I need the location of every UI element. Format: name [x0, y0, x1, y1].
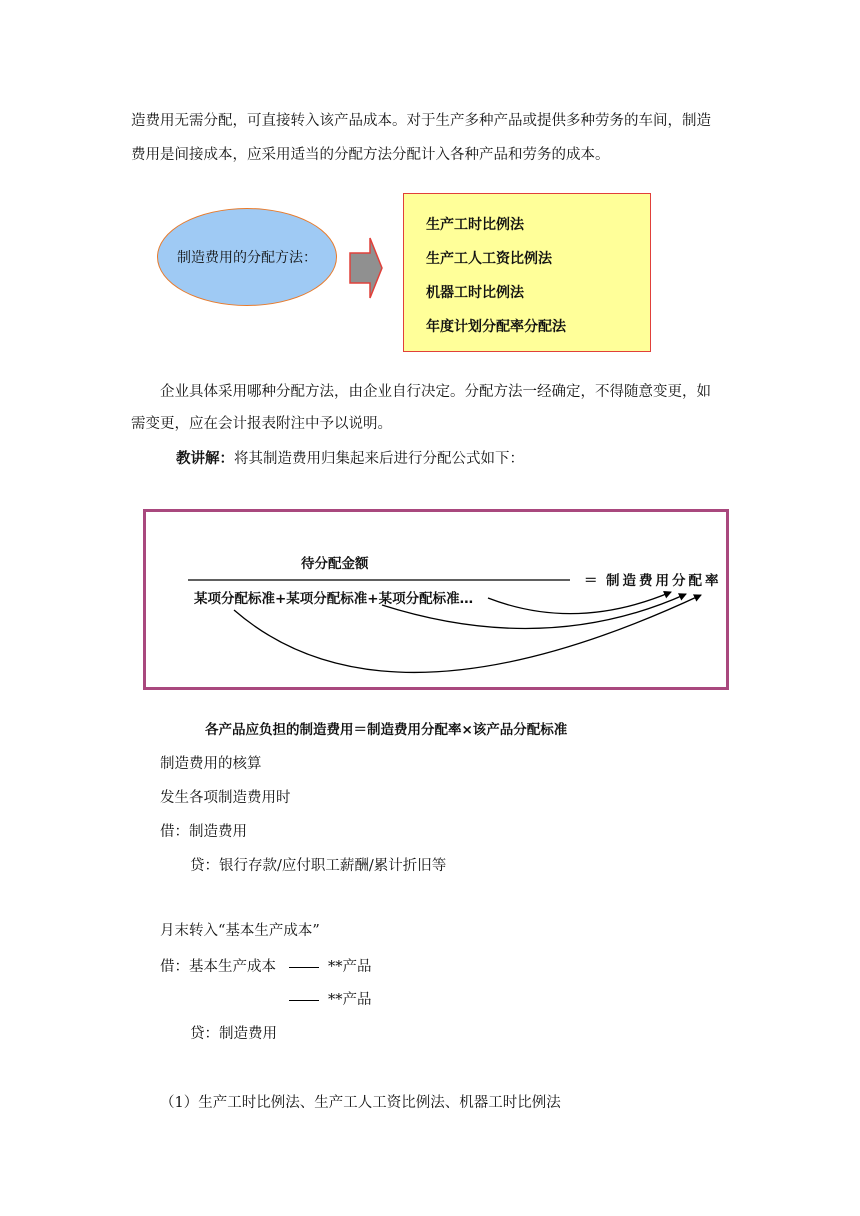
para2-line-2: 需变更，应在会计报表附注中予以说明。	[131, 416, 392, 432]
method-item: 年度计划分配率分配法	[426, 319, 566, 335]
intro-line-2: 费用是间接成本，应采用适当的分配方法分配计入各种产品和劳务的成本。	[131, 147, 610, 163]
teach-label: 教讲解：	[176, 451, 234, 467]
para2-line-1: 企业具体采用哪种分配方法，由企业自行决定。分配方法一经确定，不得随意变更，如	[160, 384, 711, 400]
right-arrow-icon	[348, 236, 384, 300]
product-b: **产品	[328, 992, 372, 1008]
occurs-line: 发生各项制造费用时	[160, 790, 291, 806]
method-item: 机器工时比例法	[426, 285, 524, 301]
formula-result: 制造费用分配率	[606, 573, 722, 589]
ellipse-label: 制造费用的分配方法：	[177, 250, 317, 266]
method-item: 生产工人工资比例法	[426, 251, 552, 267]
credit-line-1: 贷：银行存款/应付职工薪酬/累计折旧等	[190, 858, 447, 874]
teach-line	[176, 449, 524, 469]
methods-box	[403, 193, 651, 352]
product-a: **产品	[328, 959, 372, 975]
section-heading: （1）生产工时比例法、生产工人工资比例法、机器工时比例法	[160, 1095, 561, 1111]
intro-line-1: 造费用无需分配，可直接转入该产品成本。对于生产多种产品或提供多种劳务的车间，制造	[131, 113, 711, 129]
formula-denominator: 某项分配标准+某项分配标准+某项分配标准…	[194, 591, 474, 607]
allocation-methods-ellipse	[157, 208, 337, 306]
debit2-label: 借：基本生产成本	[160, 959, 276, 975]
formula-numerator: 待分配金额	[301, 556, 369, 572]
formula-equals: ＝	[584, 573, 598, 589]
accounting-title: 制造费用的核算	[160, 756, 262, 772]
credit-line-2: 贷：制造费用	[190, 1026, 277, 1042]
debit-line-1: 借：制造费用	[160, 824, 247, 840]
product-formula: 各产品应负担的制造费用＝制造费用分配率×该产品分配标准	[205, 722, 568, 738]
formula-box	[143, 509, 729, 690]
dash-rule	[289, 1000, 319, 1001]
month-end-line: 月末转入“基本生产成本”	[160, 923, 320, 939]
teach-text: 将其制造费用归集起来后进行分配公式如下：	[234, 451, 524, 467]
method-item: 生产工时比例法	[426, 217, 524, 233]
debit-line-2	[160, 957, 276, 977]
dash-rule	[289, 967, 319, 968]
